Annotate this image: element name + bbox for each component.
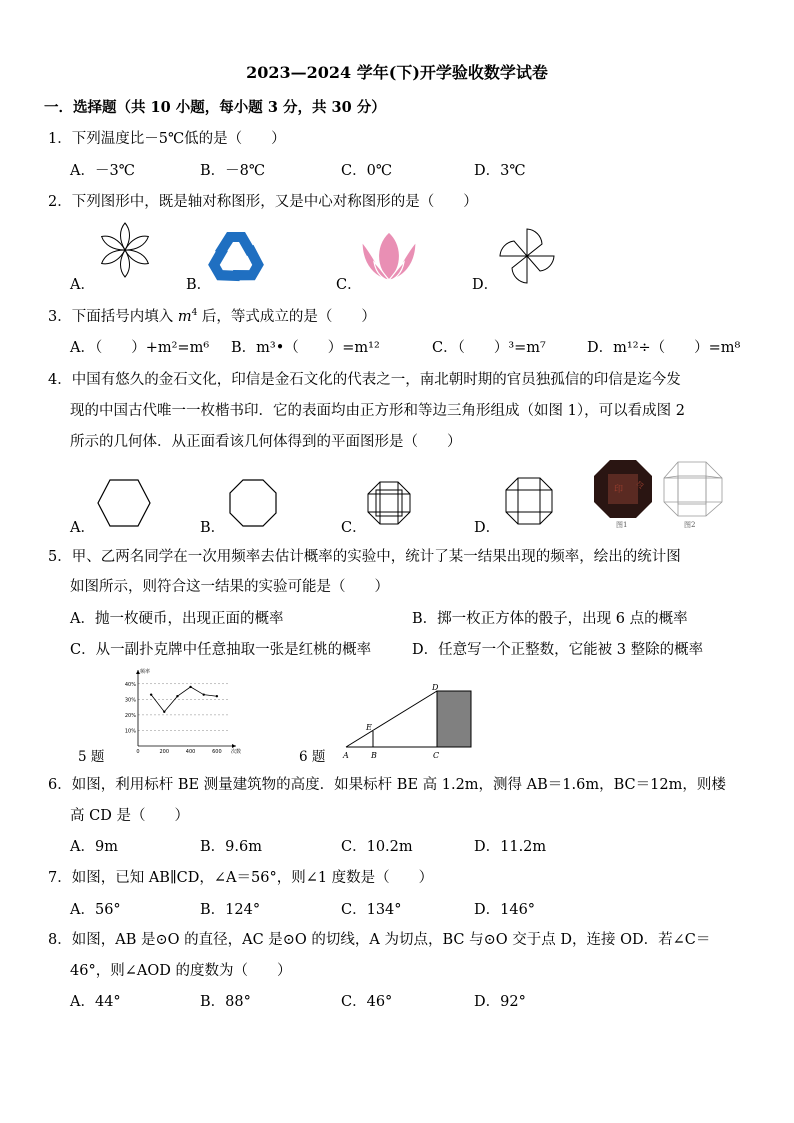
q3-stem — [48, 305, 376, 326]
building-pole-figure — [340, 680, 480, 762]
hexagon-figure — [96, 478, 152, 528]
fig1-caption: 图1 — [616, 521, 628, 529]
y-tick-label: 20% — [124, 712, 136, 719]
q4-option-d: D． — [474, 520, 501, 536]
q4-option-a: A． — [70, 520, 95, 536]
q3-option-b: B．m³•（ ）=m¹² — [231, 340, 380, 356]
q3-option-c: C．（ ）³=m⁷ — [432, 340, 546, 356]
y-tick-label: 30% — [124, 697, 136, 704]
q5-line-2: 如图所示，则符合这一结果的实验可能是（ ） — [70, 579, 389, 595]
data-point — [163, 711, 165, 713]
q3-stem-var: m — [177, 309, 192, 325]
x-axis-label: 次数 — [231, 749, 242, 755]
y-tick-label: 10% — [124, 728, 136, 735]
q4-line-2: 现的中国古代唯一一枚楷书印．它的表面均由正方形和等边三角形组成（如图 1），可以看成图 2 — [70, 403, 685, 419]
q6-option-d: D．11.2m — [474, 839, 547, 855]
q8-line-1: 8．如图，AB 是⊙O 的直径，AC 是⊙O 的切线，A 为切点，BC 与⊙O 交于点 D，连接 OD．若∠C＝ — [48, 932, 711, 948]
q8-option-b: B．88° — [200, 994, 251, 1010]
frequency-line-chart — [112, 664, 242, 756]
q2-option-c: C． — [336, 277, 362, 293]
q3-option-a: A．（ ）+m²=m⁶ — [70, 340, 210, 356]
q8-line-2: 46°，则∠AOD 的度数为（ ） — [70, 963, 292, 979]
q1-option-a: A．－3℃ — [70, 163, 135, 179]
q4-option-b: B． — [200, 520, 226, 536]
x-tick-label: 600 — [212, 749, 222, 755]
point-e-label: E — [366, 723, 372, 732]
q4-line-3: 所示的几何体．从正面看该几何体得到的平面图形是（ ） — [70, 434, 462, 450]
q8-option-d: D．92° — [474, 994, 526, 1010]
x-tick-label: 200 — [159, 749, 170, 755]
q4-option-c: C． — [341, 520, 367, 536]
octagon-figure — [228, 478, 278, 528]
data-point — [150, 693, 152, 695]
y-tick-label: 40% — [124, 681, 136, 688]
q5-option-c: C．从一副扑克牌中任意抽取一张是红桃的概率 — [70, 642, 372, 658]
data-point — [216, 695, 218, 697]
point-c-label: C — [433, 751, 440, 760]
x-tick-label: 0 — [136, 749, 140, 755]
polyhedron-wireframe-figure — [660, 458, 726, 520]
q4-line-1: 4．中国有悠久的金石文化，印信是金石文化的代表之一，南北朝时期的官员独孤信的印信是迄今发 — [48, 372, 681, 388]
x-axis-arrow — [232, 744, 236, 748]
q1-stem: 1．下列温度比－5℃低的是（ ） — [48, 131, 286, 147]
svg-text:令: 令 — [636, 481, 644, 490]
page-title: 2023—2024 学年(下)开学验收数学试卷 — [246, 63, 548, 82]
svg-text:印: 印 — [614, 485, 624, 495]
q7-option-a: A．56° — [70, 902, 121, 918]
point-a-label: A — [343, 751, 349, 760]
section-heading: 一．选择题（共 10 小题，每小题 3 分，共 30 分） — [44, 99, 386, 116]
q1-option-d: D．3℃ — [474, 163, 526, 179]
q2-option-a: A． — [70, 277, 95, 293]
fig2-caption: 图2 — [684, 521, 696, 529]
q5-option-a: A．抛一枚硬币，出现正面的概率 — [70, 611, 284, 627]
q5-option-d: D．任意写一个正整数，它能被 3 整除的概率 — [412, 642, 704, 658]
lotus-figure — [354, 230, 424, 284]
seal-photo-figure — [592, 458, 654, 520]
y-axis-label: 频率 — [140, 669, 151, 675]
q7-stem: 7．如图，已知 AB∥CD，∠A＝56°，则∠1 度数是（ ） — [48, 870, 434, 886]
q2-stem: 2．下列图形中，既是轴对称图形，又是中心对称图形的是（ ） — [48, 194, 478, 210]
flower-outline-figure — [94, 222, 156, 278]
q3-stem-exp: 4 — [191, 308, 198, 319]
q5-line-1: 5．甲、乙两名同学在一次用频率去估计概率的实验中，统计了某一结果出现的频率，绘出的统计图 — [48, 549, 681, 565]
q3-stem-text-a: 3．下面括号内填入 — [48, 309, 178, 325]
q6-option-a: A．9m — [70, 839, 118, 855]
q7-option-c: C．134° — [341, 902, 402, 918]
q8-option-a: A．44° — [70, 994, 121, 1010]
q3-stem-text-b: 后，等式成立的是（ ） — [197, 309, 376, 325]
q7-option-b: B．124° — [200, 902, 261, 918]
q1-option-b: B．－8℃ — [200, 163, 266, 179]
octagon-grid-figure — [504, 476, 554, 526]
point-b-label: B — [371, 751, 377, 760]
q6-figure-label: 6 题 — [299, 749, 326, 765]
q5-figure-label: 5 题 — [78, 749, 105, 765]
bank-logo-figure — [200, 228, 272, 288]
q3-option-d: D．m¹²÷（ ）=m⁸ — [587, 340, 741, 356]
q1-option-c: C．0℃ — [341, 163, 393, 179]
q6-option-b: B．9.6m — [200, 839, 262, 855]
pinwheel-figure — [496, 226, 558, 286]
data-point — [189, 686, 191, 688]
x-tick-label: 400 — [185, 749, 196, 755]
q2-option-d: D． — [472, 277, 499, 293]
q2-option-b: B． — [186, 277, 212, 293]
data-point — [203, 693, 205, 695]
data-point — [176, 695, 178, 697]
q6-option-c: C．10.2m — [341, 839, 413, 855]
q8-option-c: C．46° — [341, 994, 393, 1010]
octagon-inner-square-figure — [366, 480, 412, 526]
point-d-label: D — [432, 683, 439, 692]
q5-option-b: B．掷一枚正方体的骰子，出现 6 点的概率 — [412, 611, 688, 627]
q7-option-d: D．146° — [474, 902, 536, 918]
q6-line-1: 6．如图，利用标杆 BE 测量建筑物的高度．如果标杆 BE 高 1.2m，测得 AB＝1.6m，BC＝12m，则楼 — [48, 777, 726, 793]
q6-line-2: 高 CD 是（ ） — [70, 808, 189, 824]
